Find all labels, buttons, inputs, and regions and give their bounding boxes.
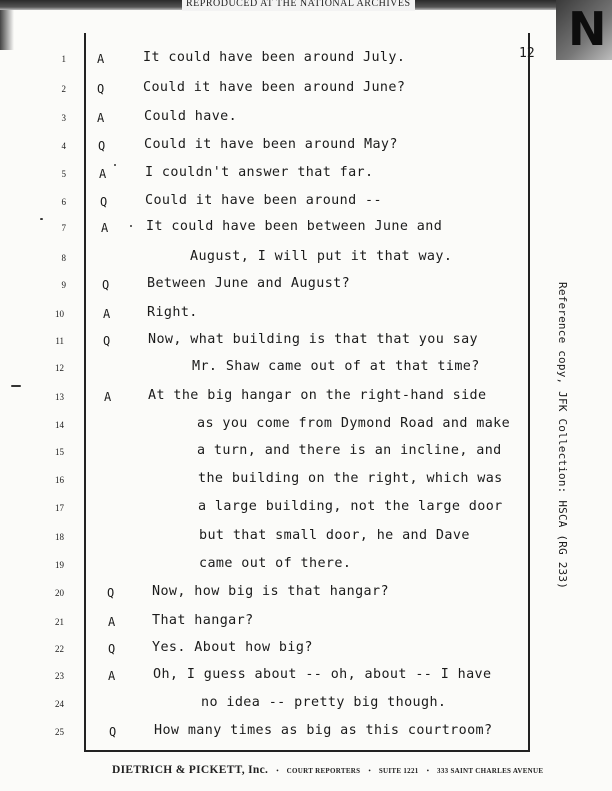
line-number: 25 [55, 727, 64, 737]
testimony-text: Could it have been around May? [144, 137, 398, 152]
line-number: 4 [61, 141, 66, 151]
transcript-line [0, 193, 612, 213]
testimony-text: but that small door, he and Dave [199, 528, 470, 543]
testimony-text: Mr. Shaw came out of at that time? [192, 359, 480, 374]
line-number: 3 [61, 113, 66, 123]
footer-firm: DIETRICH & PICKETT, Inc. [112, 764, 269, 776]
speaker-label: Q [100, 195, 108, 209]
line-number: 24 [55, 699, 64, 709]
line-number: 17 [55, 503, 64, 513]
testimony-text: Could it have been around -- [145, 193, 382, 208]
testimony-text: August, I will put it that way. [190, 249, 453, 264]
footer-address: 333 SAINT CHARLES AVENUE [437, 767, 544, 775]
line-number: 10 [55, 309, 64, 319]
testimony-text: Could have. [144, 109, 238, 124]
line-number: 14 [55, 420, 64, 430]
line-number: 19 [55, 560, 64, 570]
line-number: 11 [55, 336, 64, 346]
line-number: 1 [61, 54, 66, 64]
transcript-line [0, 556, 612, 576]
line-number: 18 [55, 532, 64, 542]
transcript-line [0, 471, 612, 491]
transcript-line [0, 276, 612, 296]
scan-speck [130, 225, 132, 227]
transcript-line [0, 584, 612, 604]
footer-separator: • [368, 767, 371, 775]
footer-separator: • [276, 767, 279, 775]
speaker-label: Q [97, 82, 105, 96]
transcript-line [0, 137, 612, 157]
footer-role: COURT REPORTERS [286, 767, 361, 775]
scan-left-edge [0, 10, 14, 50]
testimony-text: as you come from Dymond Road and make [197, 416, 511, 431]
scan-speck [11, 385, 21, 387]
transcript-line [0, 443, 612, 463]
transcript-line [0, 695, 612, 715]
line-number: 12 [55, 363, 64, 373]
line-number: 13 [55, 392, 64, 402]
transcript-line [0, 249, 612, 269]
testimony-text: Between June and August? [147, 276, 351, 291]
line-number: 7 [61, 223, 66, 233]
testimony-text: came out of there. [199, 556, 352, 571]
speaker-label: A [108, 669, 116, 683]
archive-stamp: REPRODUCED AT THE NATIONAL ARCHIVES [182, 0, 415, 11]
line-number: 9 [61, 280, 66, 290]
line-number: 22 [55, 644, 64, 654]
speaker-label: A [108, 615, 116, 629]
line-number: 6 [61, 197, 66, 207]
scan-speck [40, 218, 43, 220]
speaker-label: Q [109, 725, 117, 739]
transcript-line [0, 80, 612, 100]
testimony-text: It could have been between June and [146, 219, 443, 234]
line-number: 8 [61, 253, 66, 263]
transcript-line [0, 305, 612, 325]
transcript-line [0, 499, 612, 519]
transcript-line [0, 416, 612, 436]
line-number: 23 [55, 671, 64, 681]
line-number: 20 [55, 588, 64, 598]
testimony-text: Oh, I guess about -- oh, about -- I have [153, 667, 492, 682]
speaker-label: A [97, 111, 105, 125]
page-number: 12 [519, 46, 535, 61]
footer-separator: • [426, 767, 430, 775]
line-number: 16 [55, 475, 64, 485]
testimony-text: That hangar? [152, 613, 254, 628]
scan-speck [114, 164, 116, 166]
testimony-text: Right. [147, 305, 198, 320]
testimony-text: a large building, not the large door [198, 499, 503, 514]
testimony-text: How many times as big as this courtroom? [154, 723, 493, 738]
testimony-text: It could have been around July. [143, 50, 406, 65]
line-number: 5 [61, 169, 66, 179]
transcript-line [0, 640, 612, 660]
line-number: 15 [55, 447, 64, 457]
reference-side-note: Reference copy, JFK Collection: HSCA (RG 233) [556, 282, 569, 590]
speaker-label: A [99, 167, 107, 181]
speaker-label: A [103, 307, 111, 321]
speaker-label: Q [107, 586, 115, 600]
footer-suite: SUITE 1221 [378, 767, 419, 775]
testimony-text: no idea -- pretty big though. [201, 695, 447, 710]
testimony-text: Now, how big is that hangar? [152, 584, 389, 599]
transcript-line [0, 388, 612, 408]
transcript-line [0, 723, 612, 743]
testimony-text: At the big hangar on the right-hand side [148, 388, 487, 403]
transcript-line [0, 165, 612, 185]
corner-mark: N [568, 2, 607, 56]
testimony-text: a turn, and there is an incline, and [197, 443, 502, 458]
speaker-label: Q [102, 278, 110, 292]
transcript-line [0, 667, 612, 687]
speaker-label: Q [98, 139, 106, 153]
transcript-line [0, 219, 612, 239]
page-footer [112, 760, 542, 778]
transcript-line [0, 109, 612, 129]
testimony-text: the building on the right, which was [198, 471, 503, 486]
transcript-line [0, 528, 612, 548]
testimony-text: Now, what building is that that you say [148, 332, 479, 347]
speaker-label: Q [103, 334, 111, 348]
speaker-label: A [104, 390, 112, 404]
speaker-label: A [97, 52, 105, 66]
transcript-line [0, 332, 612, 352]
speaker-label: A [101, 221, 109, 235]
transcript-line [0, 613, 612, 633]
testimony-text: I couldn't answer that far. [145, 165, 374, 180]
transcript-line [0, 359, 612, 379]
testimony-text: Yes. About how big? [152, 640, 313, 655]
line-number: 21 [55, 617, 64, 627]
speaker-label: Q [108, 642, 116, 656]
line-number: 2 [61, 84, 66, 94]
transcript-line [0, 50, 612, 70]
testimony-text: Could it have been around June? [143, 80, 406, 95]
